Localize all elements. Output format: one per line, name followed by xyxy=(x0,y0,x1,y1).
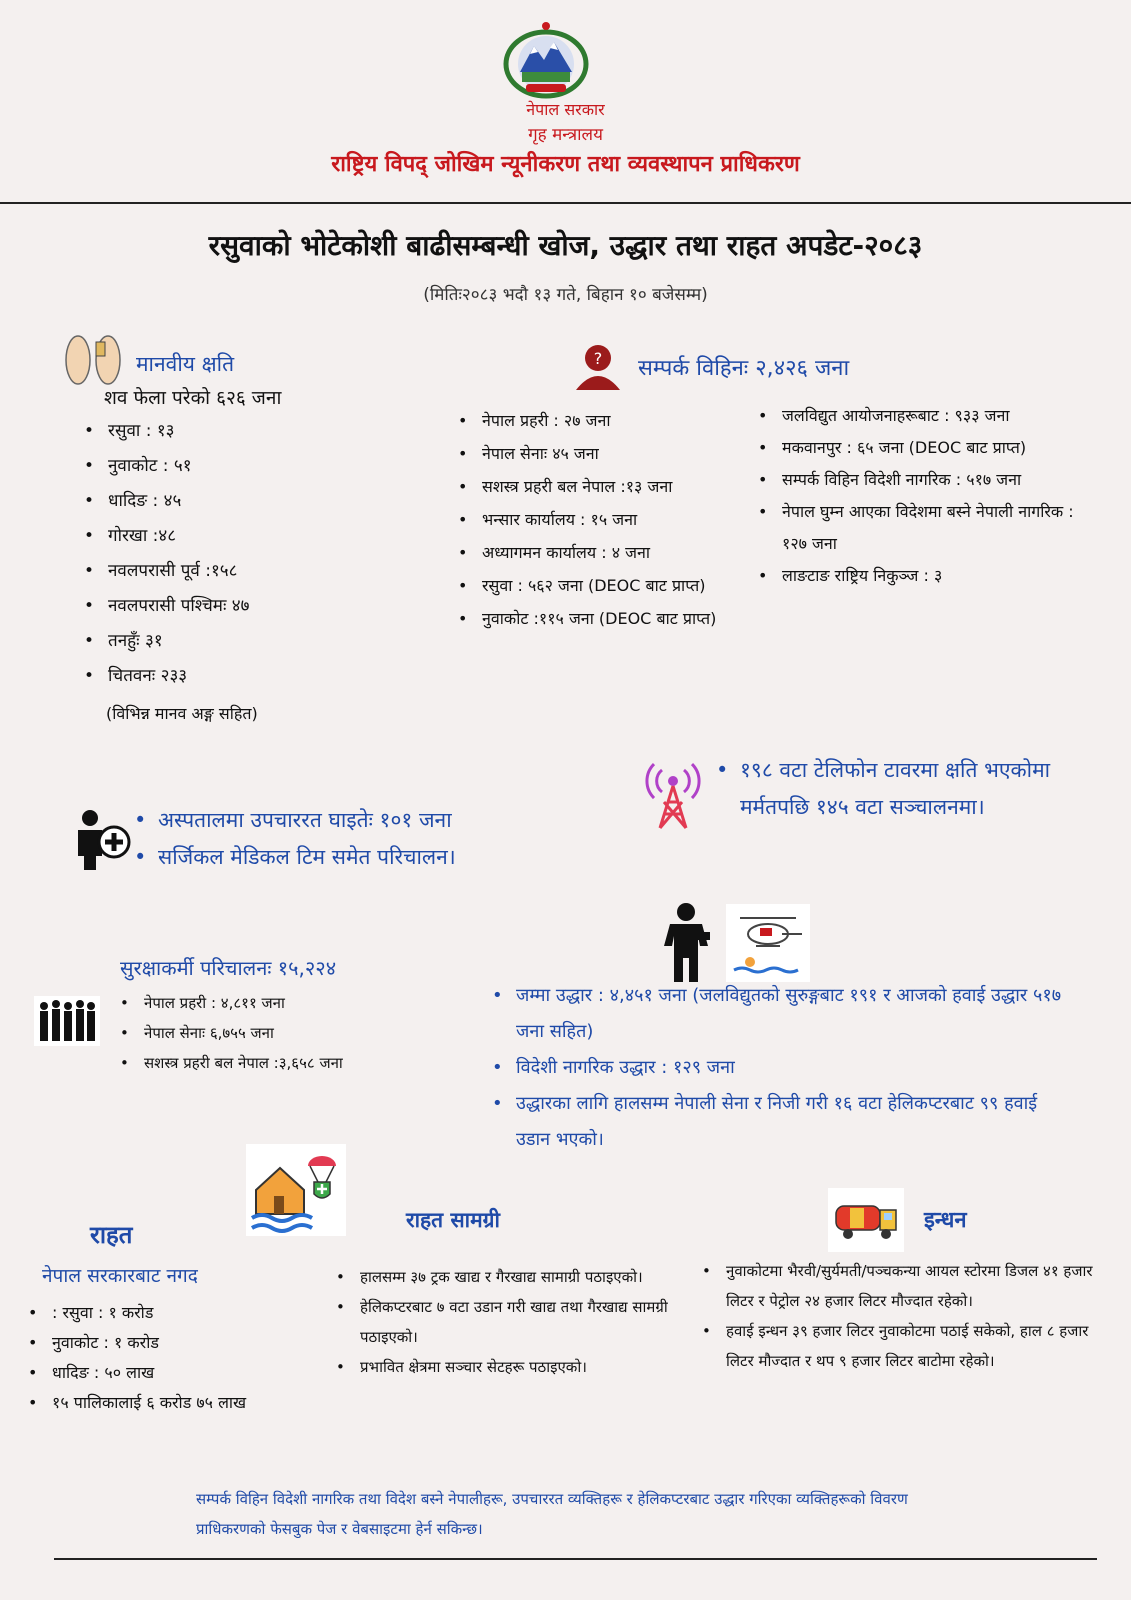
list-item: • १९८ वटा टेलिफोन टावरमा क्षति भएकोमा मर्मतपछि १४५ वटा सञ्चालनमा। xyxy=(716,752,1116,826)
list-item: • सशस्त्र प्रहरी बल नेपाल :१३ जना xyxy=(458,470,738,503)
list-item: • नुवाकोट : १ करोड xyxy=(28,1328,318,1358)
list-item: • नेपाल प्रहरी : २७ जना xyxy=(458,404,738,437)
rescuer-icon xyxy=(658,902,714,982)
list-item: • १५ पालिकालाई ६ करोड ७५ लाख xyxy=(28,1388,318,1418)
footer-divider xyxy=(54,1558,1097,1560)
date-line: (मितिः२०८३ भदौ १३ गते, बिहान १० बजेसम्म) xyxy=(423,285,708,305)
telecom-list xyxy=(716,752,1116,826)
list-item: • धादिङ : ४५ xyxy=(84,484,384,519)
nepal-emblem-icon xyxy=(500,20,592,100)
list-item: • नुवाकोटमा भैरवी/सुर्यमती/पञ्चकन्या आयल स्टोरमा डिजल ४१ हजार लिटर र पेट्रोल २४ हजार लिटर मौज्दात रहेको। xyxy=(702,1256,1112,1316)
security-list xyxy=(120,988,440,1078)
human-loss-heading: मानवीय क्षति xyxy=(136,352,235,376)
list-item: • नेपाल प्रहरी : ४,८११ जना xyxy=(120,988,440,1018)
human-loss-summary: शव फेला परेको ६२६ जना xyxy=(104,387,282,409)
relief-heading: राहत xyxy=(90,1221,133,1249)
list-item: • प्रभावित क्षेत्रमा सञ्चार सेटहरू पठाइएको। xyxy=(336,1352,706,1382)
list-item: • जलविद्युत आयोजनाहरूबाट : ९३३ जना xyxy=(758,400,1098,432)
list-item: • गोरखा :४८ xyxy=(84,519,384,554)
list-item: • नेपाल सेनाः ६,७५५ जना xyxy=(120,1018,440,1048)
list-item: • अस्पतालमा उपचाररत घाइतेः १०१ जना xyxy=(134,802,574,839)
security-heading: सुरक्षाकर्मी परिचालनः १५,२२४ xyxy=(120,956,337,980)
missing-list-col1 xyxy=(458,404,738,635)
list-item: • चितवनः २३३ xyxy=(84,659,384,694)
human-loss-note: (विभिन्न मानव अङ्ग सहित) xyxy=(106,704,258,723)
footprint-icon xyxy=(60,326,128,386)
rescue-list xyxy=(492,978,1072,1158)
gov-label: नेपाल सरकार xyxy=(526,100,605,119)
list-item: • जम्मा उद्धार : ४,४५१ जना (जलविद्युतको सुरुङ्गबाट १९१ र आजको हवाई उद्धार ५१७ जना सहित) xyxy=(492,978,1072,1050)
header-divider xyxy=(0,202,1131,204)
missing-person-icon xyxy=(570,340,626,392)
relief-subheading: नेपाल सरकारबाट नगद xyxy=(42,1265,198,1287)
fuel-heading: इन्धन xyxy=(924,1208,967,1233)
list-item: • नुवाकोट :११५ जना (DEOC बाट प्राप्त) xyxy=(458,602,738,635)
list-item: • सर्जिकल मेडिकल टिम समेत परिचालन। xyxy=(134,839,574,876)
relief-list xyxy=(28,1298,318,1418)
footer-note: सम्पर्क विहिन विदेशी नागरिक तथा विदेश बस्ने नेपालीहरू, उपचाररत व्यक्तिहरू र हेलिकप्टरबाट उद्धार गरिएका व्यक्तिहरूको विवरण प्राधिकरणको फेसबुक पेज र वेबसाइटमा हेर्न सकिन्छ। xyxy=(196,1490,908,1538)
missing-heading: सम्पर्क विहिनः २,४२६ जना xyxy=(638,356,850,381)
fuel-truck-icon xyxy=(828,1188,904,1252)
list-item: • विदेशी नागरिक उद्धार : १२९ जना xyxy=(492,1050,1072,1086)
list-item: • : रसुवा : १ करोड xyxy=(28,1298,318,1328)
list-item: • तनहुँः ३१ xyxy=(84,624,384,659)
medical-person-icon xyxy=(74,808,132,870)
list-item: • लाङटाङ राष्ट्रिय निकुञ्ज : ३ xyxy=(758,560,1098,592)
list-item: • नुवाकोट : ५१ xyxy=(84,449,384,484)
list-item: • रसुवा : १३ xyxy=(84,414,384,449)
missing-list-col2 xyxy=(758,400,1098,592)
list-item: • हेलिकप्टरबाट ७ वटा उडान गरी खाद्य तथा गैरखाद्य सामग्री पठाइएको। xyxy=(336,1292,706,1352)
ministry-label: गृह मन्त्रालय xyxy=(528,125,603,145)
fuel-list xyxy=(702,1256,1112,1376)
relief-material-list xyxy=(336,1262,706,1382)
list-item: • अध्यागमन कार्यालय : ४ जना xyxy=(458,536,738,569)
list-item: • नेपाल सेनाः ४५ जना xyxy=(458,437,738,470)
svg-text:?: ? xyxy=(593,349,603,368)
list-item: • हालसम्म ३७ ट्रक खाद्य र गैरखाद्य सामाग्री पठाइएको। xyxy=(336,1262,706,1292)
human-loss-list xyxy=(84,414,384,694)
list-item: • मकवानपुर : ६५ जना (DEOC बाट प्राप्त) xyxy=(758,432,1098,464)
list-item: • सम्पर्क विहिन विदेशी नागरिक : ५१७ जना xyxy=(758,464,1098,496)
relief-material-heading: राहत सामग्री xyxy=(406,1208,500,1232)
helicopter-rescue-icon xyxy=(726,904,810,982)
list-item: • नवलपरासी पूर्व :१५८ xyxy=(84,554,384,589)
medical-list xyxy=(134,802,574,876)
telecom-tower-icon xyxy=(642,754,704,830)
list-item: • नेपाल घुम्न आएका विदेशमा बस्ने नेपाली नागरिक : १२७ जना xyxy=(758,496,1098,560)
list-item: • सशस्त्र प्रहरी बल नेपाल :३,६५८ जना xyxy=(120,1048,440,1078)
list-item: • उद्धारका लागि हालसम्म नेपाली सेना र निजी गरी १६ वटा हेलिकप्टरबाट ९९ हवाई उडान भएको। xyxy=(492,1086,1072,1158)
list-item: • नवलपरासी पश्चिमः ४७ xyxy=(84,589,384,624)
list-item: • धादिङ : ५० लाख xyxy=(28,1358,318,1388)
flood-relief-icon xyxy=(246,1144,346,1236)
authority-name: राष्ट्रिय विपद् जोखिम न्यूनीकरण तथा व्यवस्थापन प्राधिकरण xyxy=(331,152,800,177)
list-item: • रसुवा : ५६२ जना (DEOC बाट प्राप्त) xyxy=(458,569,738,602)
list-item: • हवाई इन्धन ३९ हजार लिटर नुवाकोटमा पठाई सकेको, हाल ८ हजार लिटर मौज्दात र थप ९ हजार लिटर बाटोमा रहेको। xyxy=(702,1316,1112,1376)
list-item: • भन्सार कार्यालय : १५ जना xyxy=(458,503,738,536)
security-personnel-icon xyxy=(34,996,100,1046)
page-title: रसुवाको भोटेकोशी बाढीसम्बन्धी खोज, उद्धार तथा राहत अपडेट-२०८३ xyxy=(208,229,923,262)
